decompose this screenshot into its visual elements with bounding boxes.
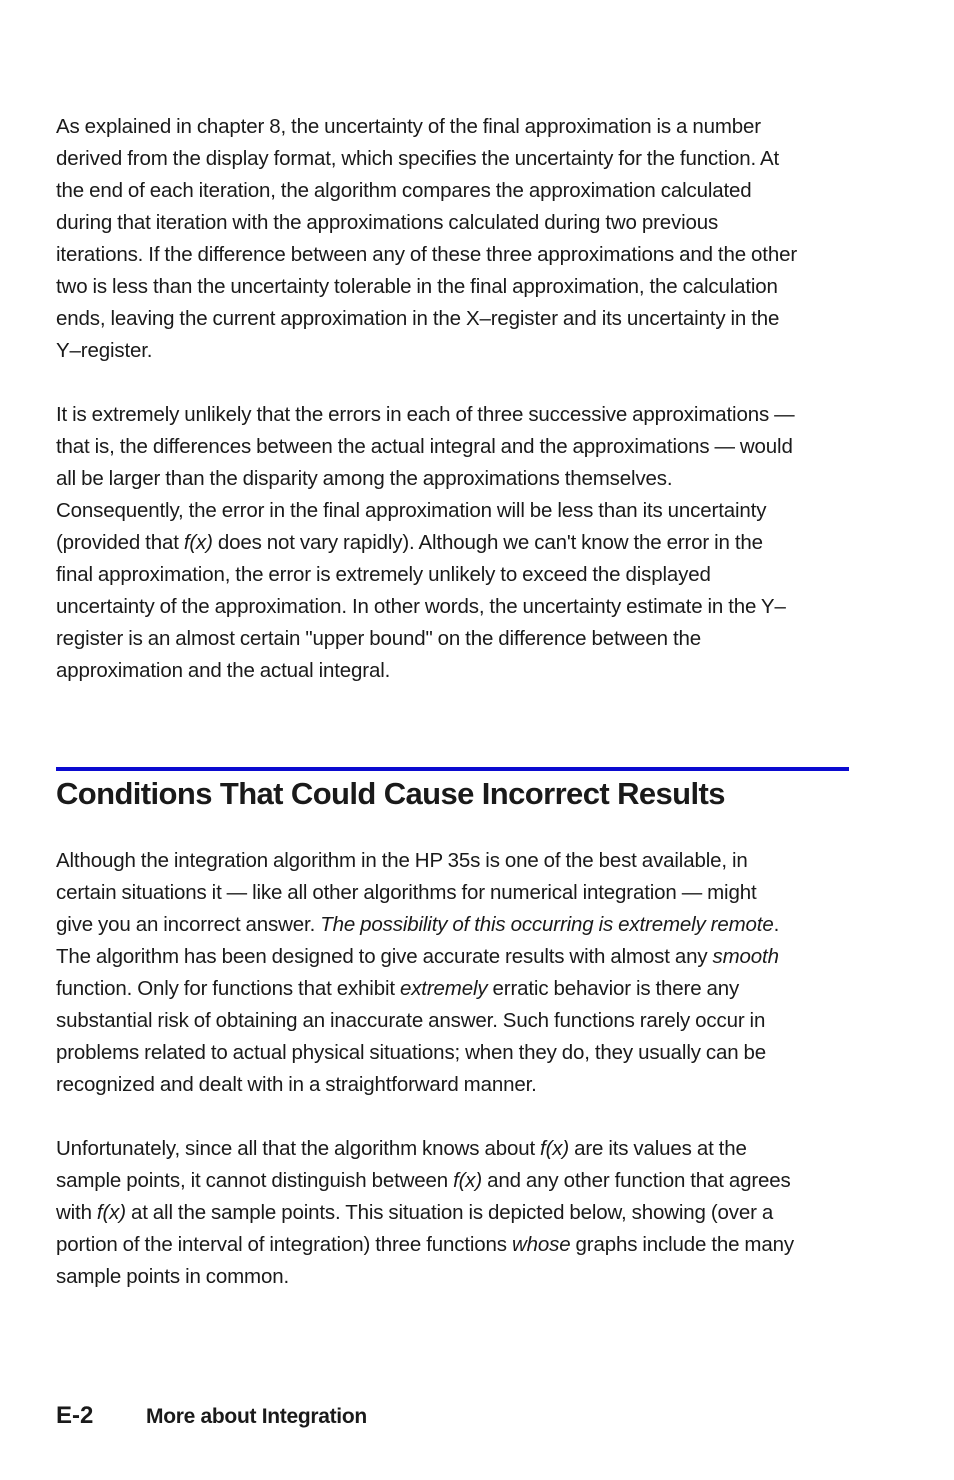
paragraph-error-estimate	[56, 399, 856, 687]
section-1	[56, 111, 856, 687]
section-heading: Conditions That Could Cause Incorrect Results	[56, 776, 725, 811]
text-line: all be larger than the disparity among the approximations themselves.	[56, 467, 673, 490]
text-line: As explained in chapter 8, the uncertainty of the final approximation is a number	[56, 115, 761, 138]
text-run: erratic behavior is there any	[487, 977, 740, 1000]
italic-run: extremely	[399, 977, 488, 1000]
text-run: portion of the interval of integration) three functions	[56, 1233, 512, 1256]
text-line	[56, 973, 856, 1005]
text-line: derived from the display format, which specifies the uncertainty for the function. At	[56, 147, 780, 170]
text-line: sample points in common.	[56, 1265, 290, 1288]
text-run: .	[773, 913, 780, 936]
fx-italic: f(x)	[540, 1137, 570, 1160]
fx-italic: f(x)	[453, 1169, 483, 1192]
text-line: iterations. If the difference between any of these three approximations and the other	[56, 243, 797, 266]
text-run: (provided that	[56, 531, 184, 554]
text-line: ends, leaving the current approximation in the X–register and its uncertainty in the	[56, 307, 780, 330]
italic-run: The possibility of this occurring is extremely remote	[320, 913, 774, 936]
text-line: during that iteration with the approximations calculated during two previous	[56, 211, 719, 234]
text-run: give you an incorrect answer.	[56, 913, 321, 936]
text-line	[56, 1165, 856, 1197]
page-number: E-2	[56, 1402, 94, 1429]
text-line: It is extremely unlikely that the errors in each of three successive approximations —	[56, 403, 795, 426]
text-line: substantial risk of obtaining an inaccurate answer. Such functions rarely occur in	[56, 1009, 766, 1032]
text-line: Y–register.	[56, 339, 153, 362]
text-line: final approximation, the error is extremely unlikely to exceed the displayed	[56, 563, 711, 586]
italic-run: smooth	[712, 945, 779, 968]
text-run: sample points, it cannot distinguish between	[56, 1169, 454, 1192]
text-run: with	[56, 1201, 97, 1224]
text-line	[56, 941, 856, 973]
text-line: recognized and dealt with in a straightforward manner.	[56, 1073, 537, 1096]
text-line: approximation and the actual integral.	[56, 659, 391, 682]
paragraph-algorithm-limits	[56, 845, 856, 1101]
text-line: Although the integration algorithm in the HP 35s is one of the best available, in	[56, 849, 748, 872]
fx-italic: f(x)	[96, 1201, 126, 1224]
text-run: function. Only for functions that exhibit	[56, 977, 400, 1000]
section-2	[56, 845, 856, 1293]
text-line: that is, the differences between the actual integral and the approximations — would	[56, 435, 793, 458]
text-run: Unfortunately, since all that the algorithm knows about	[56, 1137, 541, 1160]
text-run: and any other function that agrees	[482, 1169, 791, 1192]
text-line	[56, 527, 856, 559]
text-line: Consequently, the error in the final approximation will be less than its uncertainty	[56, 499, 767, 522]
italic-run: whose	[511, 1233, 571, 1256]
paragraph-sample-points	[56, 1133, 856, 1293]
text-line: the end of each iteration, the algorithm compares the approximation calculated	[56, 179, 752, 202]
text-line	[56, 1229, 856, 1261]
text-line: register is an almost certain "upper bound" on the difference between the	[56, 627, 702, 650]
paragraph-uncertainty	[56, 111, 856, 367]
text-run: graphs include the many	[570, 1233, 794, 1256]
text-run: The algorithm has been designed to give accurate results with almost any	[56, 945, 713, 968]
text-run: are its values at the	[569, 1137, 747, 1160]
chapter-title: More about Integration	[146, 1405, 367, 1428]
text-run: at all the sample points. This situation is depicted below, showing (over a	[125, 1201, 774, 1224]
text-run: does not vary rapidly). Although we can't know the error in the	[212, 531, 763, 554]
text-line: problems related to actual physical situations; when they do, they usually can be	[56, 1041, 767, 1064]
fx-italic: f(x)	[183, 531, 213, 554]
page-footer	[56, 1402, 367, 1436]
text-line: uncertainty of the approximation. In other words, the uncertainty estimate in the Y–	[56, 595, 786, 618]
text-line: two is less than the uncertainty tolerable in the final approximation, the calculation	[56, 275, 778, 298]
text-line	[56, 909, 856, 941]
text-line: certain situations it — like all other algorithms for numerical integration — might	[56, 881, 757, 904]
text-line	[56, 1197, 856, 1229]
text-line	[56, 1133, 856, 1165]
